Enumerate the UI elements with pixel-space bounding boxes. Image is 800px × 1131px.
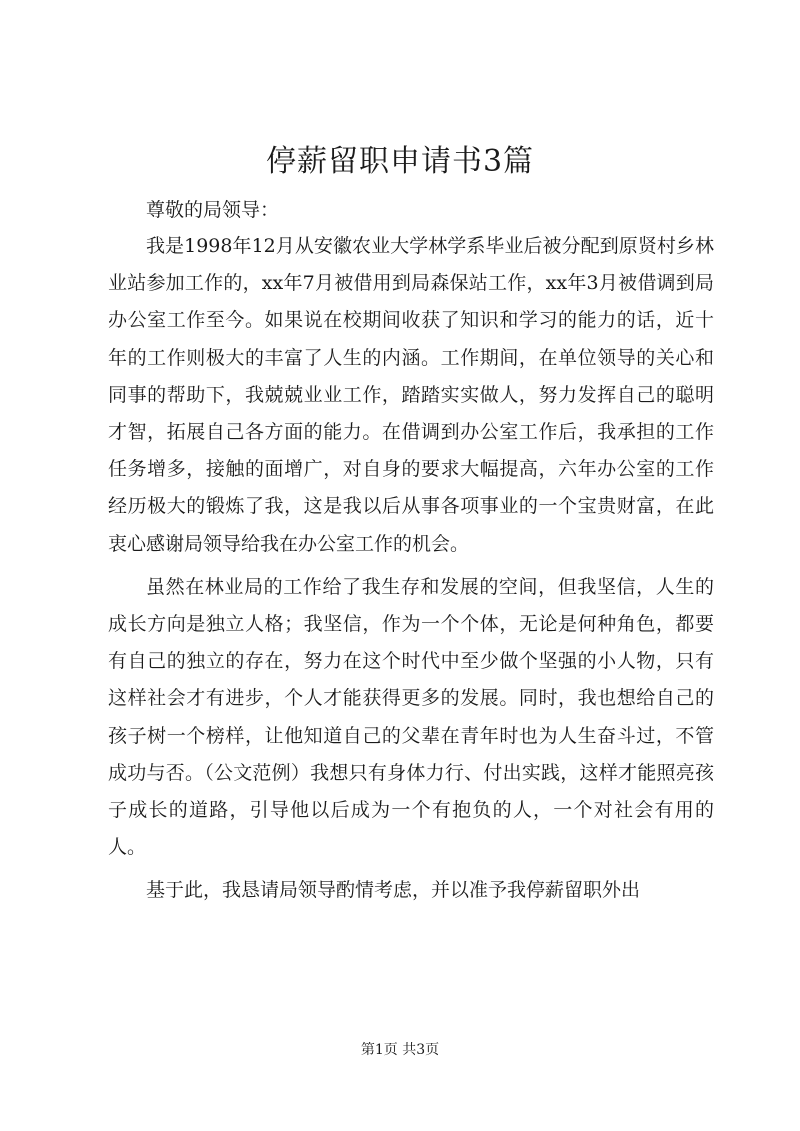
page-footer: 第1页 共3页 (360, 1042, 440, 1058)
paragraph-2: 虽然在林业局的工作给了我生存和发展的空间，但我坚信，人生的成长方向是独立人格；我坚信，作为一个个体，无论是何种角色，都要有自己的独立的存在，努力在这个时代中至少做个坚强的小人物，只有这样社会才有进步，个人才能获得更多的发展。同时，我也想给自己的孩子树一个榜样，让他知道自己的父辈在青年时也为人生奋斗过，不管成功与否。（公文范例）我想只有身体力行、付出实践，这样才能照亮孩子成长的道路，引导他以后成为一个有抱负的人，一个对社会有用的人。 (108, 575, 714, 859)
paragraph-1: 我是1998年12月从安徽农业大学林学系毕业后被分配到原贤村乡林业站参加工作的，xx年7月被借用到局森保站工作，xx年3月被借调到局办公室工作至今。如果说在校期间收获了知识和学习的能力的话，近十年的工作则极大的丰富了人生的内涵。工作期间，在单位领导的关心和同事的帮助下，我兢兢业业工作，踏踏实实做人，努力发挥自己的聪明才智，拓展自己各方面的能力。在借调到办公室工作后，我承担的工作任务增多，接触的面增广，对自身的要求大幅提高，六年办公室的工作经历极大的锻炼了我，这是我以后从事各项事业的一个宝贵财富，在此衷心感谢局领导给我在办公室工作的机会。 (108, 235, 714, 555)
salutation: 尊敬的局领导： (146, 199, 280, 221)
document-title: 停薪留职申请书3篇 (265, 144, 535, 179)
document-body (108, 192, 714, 910)
paragraph-3: 基于此，我恳请局领导酌情考虑，并以准予我停薪留职外出 (146, 879, 641, 902)
